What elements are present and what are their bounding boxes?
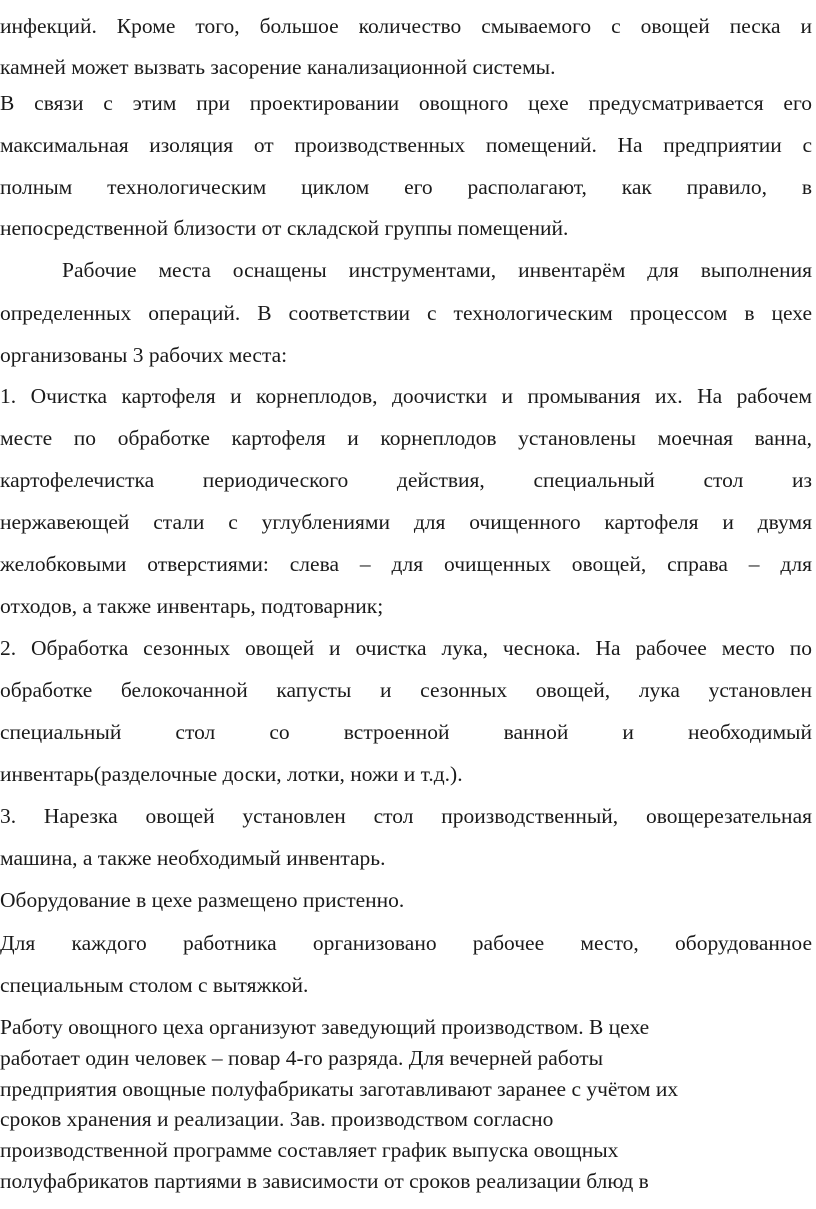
text-line: нержавеющей стали с углублениями для очищенного картофеля и двумя (0, 510, 812, 534)
text-line: месте по обработке картофеля и корнеплодов установлены моечная ванна, (0, 426, 812, 450)
text-line: инвентарь(разделочные доски, лотки, ножи и т.д.). (0, 762, 463, 786)
text-line: В связи с этим при проектировании овощного цехе предусматривается его (0, 91, 812, 115)
text-line: сроков хранения и реализации. Зав. производством согласно (0, 1107, 554, 1131)
text-line: желобковыми отверстиями: слева – для очищенных овощей, справа – для (0, 552, 812, 576)
text-line: работает один человек – повар 4-го разряда. Для вечерней работы (0, 1046, 604, 1070)
text-line: инфекций. Кроме того, большое количество смываемого с овощей песка и (0, 14, 812, 38)
text-line: организованы 3 рабочих места: (0, 343, 288, 367)
text-line: Для каждого работника организовано рабочее место, оборудованное (0, 931, 812, 955)
text-line: определенных операций. В соответствии с технологическим процессом в цехе (0, 301, 812, 325)
text-line: непосредственной близости от складской группы помещений. (0, 216, 569, 240)
text-line: обработке белокочанной капусты и сезонных овощей, лука установлен (0, 678, 812, 702)
text-line: полным технологическим циклом его располагают, как правило, в (0, 175, 812, 199)
text-line: специальный стол со встроенной ванной и необходимый (0, 720, 812, 744)
text-line: Оборудование в цехе размещено пристенно. (0, 888, 405, 912)
text-line: отходов, а также инвентарь, подтоварник; (0, 594, 384, 618)
text-line: 2. Обработка сезонных овощей и очистка лука, чеснока. На рабочее место по (0, 636, 812, 660)
text-line: максимальная изоляция от производственных помещений. На предприятии с (0, 133, 812, 157)
text-line: 3. Нарезка овощей установлен стол производственный, овощерезательная (0, 804, 812, 828)
text-line: полуфабрикатов партиями в зависимости от сроков реализации блюд в (0, 1169, 649, 1193)
text-line: 1. Очистка картофеля и корнеплодов, доочистки и промывания их. На рабочем (0, 384, 812, 408)
text-line: специальным столом с вытяжкой. (0, 973, 309, 997)
text-line: Рабочие места оснащены инструментами, инвентарём для выполнения (62, 258, 812, 282)
text-line: камней может вызвать засорение канализационной системы. (0, 55, 556, 79)
text-line: картофелечистка периодического действия, специальный стол из (0, 468, 812, 492)
text-line: производственной программе составляет график выпуска овощных (0, 1138, 619, 1162)
text-line: Работу овощного цеха организуют заведующий производством. В цехе (0, 1015, 650, 1039)
text-line: предприятия овощные полуфабрикаты заготавливают заранее с учётом их (0, 1077, 679, 1101)
text-line: машина, а также необходимый инвентарь. (0, 846, 386, 870)
